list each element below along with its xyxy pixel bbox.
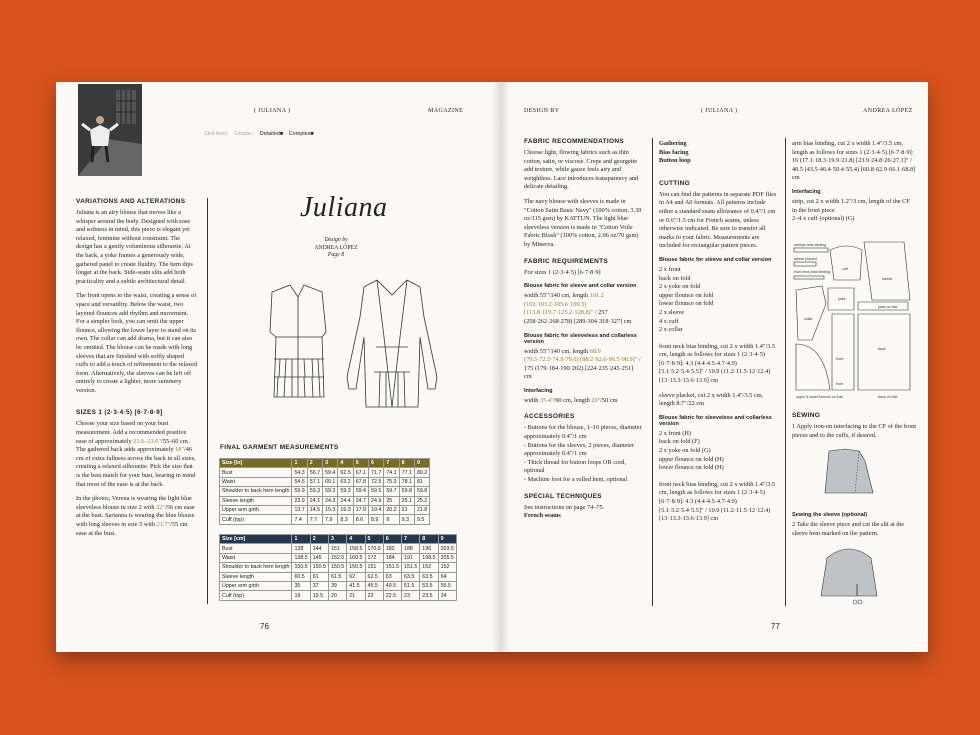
- table-header-cell: 4: [347, 535, 365, 544]
- table-cell: 67.1: [353, 468, 368, 477]
- req-sizes: For sizes 1 (2·3·4·5) [6·7·8·9]: [524, 268, 601, 276]
- table-cell: 19: [292, 591, 310, 600]
- table-cell: 152: [420, 563, 438, 572]
- interfacing-p: strip, cut 2 x width 1.2"/3 cm, length of the CF in the front piece: [792, 197, 910, 214]
- table-header-cell: 3: [323, 459, 338, 468]
- table-cell: 138.5: [292, 553, 310, 562]
- garment-illustration: [252, 277, 492, 417]
- variations-p2: The front opens to the waist, creating a sense of space and versatility. Below the waist, two layered flounces add rhythm and movement. For a simpler look, you can omit the upper flounce, allowing the lower layer to stand on its own. The collar can add drama, but it can also be omitted. The blouse can be made with long sleeves that are finished with softly shaped cuffs to add a touch of refinement to the relaxed form. Alternatively, the sleeves can be left off entirely to create a lighter, more summery version.: [76, 292, 198, 394]
- table-cell: 63.5: [402, 572, 420, 581]
- lbl-placket: sleeve placket: [794, 257, 817, 261]
- table-cell: 145: [310, 553, 328, 562]
- arm-binding: arm bias binding, cut 2 x width 1.4"/3.5 cm, length as follows for sizes 1 (2·3·4·5) [6·7·8·9]: 16 (17.1·18.3·19.9·21.8) [23.9·24.8·26·27.1]" / 40.5 (43.5·46.4·50.4·55.4) [60.8·62.9·66.1·68.8] cm: [792, 140, 916, 182]
- lbl-back: back: [878, 347, 886, 351]
- table-header-cell: 8: [420, 535, 438, 544]
- table-cell: 23.5: [420, 591, 438, 600]
- sewing-title: SEWING: [792, 412, 821, 419]
- f1-title: Blouse fabric for sleeve and collar version: [659, 256, 772, 263]
- table-row: [220, 544, 457, 553]
- accessory-item: - Buttons for the blouse, 1–10 pieces, diameter approximately 0.4"/1 cm: [524, 424, 642, 441]
- table-cell: 7.7: [307, 515, 322, 524]
- cut-item: 2 x collar: [659, 326, 683, 334]
- table-header-cell: 1: [292, 459, 307, 468]
- table-row: [220, 563, 457, 572]
- table-cell: 61.5: [328, 572, 346, 581]
- req-s3: width 35.4"/90 cm, length 20"/50 cm: [524, 396, 618, 404]
- cutting-column: [659, 140, 777, 530]
- accessory-item: - Buttons for the sleeves, 2 pieces, diameter approximately 0.4"/1 cm: [524, 441, 634, 458]
- table-cell: 188: [402, 544, 420, 553]
- table-cell: Sleeve length: [220, 572, 292, 581]
- table-cell: 25: [384, 496, 399, 505]
- measurements-title: FINAL GARMENT MEASUREMENTS: [220, 444, 339, 451]
- fabric-column: [524, 138, 642, 521]
- table-cell: 71.7: [369, 468, 384, 477]
- table-cell: 45.5: [365, 581, 383, 590]
- table-cell: 9: [384, 515, 399, 524]
- req-title: FABRIC REQUIREMENTS: [524, 257, 609, 265]
- table-cell: Upper arm girth: [220, 581, 292, 590]
- table-cell: Bust: [220, 468, 292, 477]
- table-cell: 75.3: [384, 477, 399, 486]
- pattern-title: Juliana: [300, 192, 388, 223]
- sleeve-title: Sewing the sleeve (optional): [792, 512, 868, 518]
- accessories-list: [524, 424, 642, 484]
- lbl-collar: collar: [804, 317, 813, 321]
- table-cell: Upper arm girth: [220, 505, 292, 514]
- table-cell: 151.5: [383, 563, 401, 572]
- page-number-right: 77: [771, 622, 780, 631]
- lbl-armeye: armeye bias binding: [794, 243, 827, 247]
- lbl-front: front: [836, 357, 844, 361]
- interfacing-title: Interfacing: [792, 188, 821, 195]
- tech-bias: Bias facing: [659, 148, 689, 156]
- table-cell: 59.3: [307, 487, 322, 496]
- step2-illustration: [819, 540, 889, 612]
- lbl-front-2: front: [836, 382, 844, 386]
- table-header-cell: 7: [384, 459, 399, 468]
- table-cell: 67.8: [353, 477, 368, 486]
- sleeve-placket: sleeve placket, cut 2 x width 1.4"/3.5 cm, length 8.7"/22 cm: [659, 391, 764, 408]
- table-header-cell: 4: [338, 459, 353, 468]
- table-row: [220, 468, 430, 477]
- table-cell: 54.5: [292, 477, 307, 486]
- table-header-cell: 2: [310, 535, 328, 544]
- neck-binding: front neck bias binding, cut 2 x width 1.4"/3.5 cm, length as follows for sizes 1 (2·3·4·5) [6·7·8·9]: 4.3 (4.4·4.5·4.7·4.9) [5.1·5.2·5.4·5.5]" / 10.9 (11.2·11.5·12·12.4) [13·13.3·13.6·13.9] cm: [659, 342, 776, 385]
- cut-item: 4 x cuff: [659, 317, 679, 325]
- step1-illustration: [819, 447, 889, 499]
- cut-item: upper flounce on fold (H): [659, 455, 724, 463]
- table-cell: 59.4: [353, 487, 368, 496]
- table-cell: 59.5: [369, 487, 384, 496]
- table-cell: 23: [402, 591, 420, 600]
- table-cell: 60.1: [323, 477, 338, 486]
- table-cell: 62.5: [365, 572, 383, 581]
- req-s1-title: Blouse fabric for sleeve and collar version: [524, 283, 637, 290]
- tech-gathering: Gathering: [659, 140, 687, 147]
- table-cell: 150.5: [310, 563, 328, 572]
- table-header-cell: 5: [365, 535, 383, 544]
- accessory-item: - Machine foot for a rolled hem, optional: [524, 476, 628, 484]
- sewing-step1: 1 Apply iron-on interfacing to the CF of the front pieces and to the cuffs, if desired.: [792, 423, 916, 439]
- lbl-flounce: upper & lower flounce on fold: [796, 395, 843, 399]
- table-row: [220, 505, 430, 514]
- table-cell: Cuff (top): [220, 591, 292, 600]
- lbl-back-fold: back on fold: [878, 395, 898, 399]
- fabric-title: FABRIC RECOMMENDATIONS: [524, 138, 625, 145]
- table-cell: 182: [383, 544, 401, 553]
- table-cell: 151: [365, 563, 383, 572]
- table-cell: 184: [383, 553, 401, 562]
- tech-loop: Button loop: [659, 157, 691, 165]
- cut-item: 2 x front (H): [659, 429, 692, 437]
- table-cell: 61: [310, 572, 328, 581]
- table-cell: 24.1: [307, 496, 322, 505]
- table-cell: 24.7: [353, 496, 368, 505]
- table-cell: 25.2: [414, 496, 429, 505]
- cut-item: back on fold (F): [659, 438, 700, 446]
- table-cell: 20: [328, 591, 346, 600]
- table-cell: 21.8: [414, 505, 429, 514]
- table-cell: 196: [420, 544, 438, 553]
- table-header-cell: 6: [369, 459, 384, 468]
- cut-item: 2 x front: [659, 265, 681, 273]
- table-cell: 41.5: [347, 581, 365, 590]
- table-cell: 150.5: [328, 563, 346, 572]
- f2-list: [659, 430, 777, 473]
- table-cell: Waist: [220, 553, 292, 562]
- table-cell: 59.9: [292, 487, 307, 496]
- table-cell: 144: [310, 544, 328, 553]
- table-cell: 56.7: [307, 468, 322, 477]
- table-header-cell: 9: [438, 535, 456, 544]
- table-row: [220, 581, 457, 590]
- table-cell: 49.5: [383, 581, 401, 590]
- sewing-column: [792, 140, 916, 230]
- special-p: See instructions on page 74–75.: [524, 503, 605, 511]
- table-cell: 62.5: [338, 468, 353, 477]
- table-cell: 172: [365, 553, 383, 562]
- req-s2: width 55"/140 cm, length 68.9 (70.5·72.5·74.9·79.6) [88.2·92.6·96.5·98.9]" / 175 (179·184·190·202) [224·235·245·251] cm: [524, 347, 641, 381]
- table-cell: 72.5: [369, 477, 384, 486]
- table-cell: Shoulder to back hem length: [220, 487, 292, 496]
- right-header-design: DESIGN BY: [524, 108, 560, 114]
- table-cell: 24.4: [338, 496, 353, 505]
- table-cell: 7.9: [323, 515, 338, 524]
- left-header-title: ( JULIANA ): [254, 108, 291, 114]
- skill-level: Skill level: Simple□ Detailed■ Complex■: [204, 131, 314, 137]
- cut-item: back on fold: [659, 274, 691, 282]
- table-header-cell: 7: [402, 535, 420, 544]
- table-row: [220, 591, 457, 600]
- table-cell: 25.1: [399, 496, 414, 505]
- table-cell: Shoulder to back hem length: [220, 563, 292, 572]
- f1-list: [659, 266, 777, 335]
- right-header-title: ( JULIANA ): [701, 108, 738, 114]
- req-s3-title: Interfacing: [524, 387, 553, 394]
- sizes-title: SIZES 1 (2·3·4·5) [6·7·8·9]: [76, 409, 163, 417]
- table-cell: 21: [399, 505, 414, 514]
- table-cell: 39: [328, 581, 346, 590]
- table-cell: 15.3: [323, 505, 338, 514]
- table-cell: 54.3: [292, 468, 307, 477]
- table-cell: Cuff (top): [220, 515, 292, 524]
- skill-label: Skill level:: [204, 131, 229, 137]
- skill-detailed: Detailed: [259, 131, 280, 137]
- sizes-p1: Choose your size based on your bust measurement. Add a recommended positive ease of approximately 21.6–23.6"/55–60 cm. The gathered back adds approximately 18"/46 cm of extra fullness across the back in all sizes, creating a relaxed silhouette. Pick the size that is the best match for your bust, bearing in mind that most of the ease is at the back.: [76, 420, 196, 488]
- model-photo: [78, 84, 142, 176]
- table-row: [220, 487, 430, 496]
- lbl-yoke-fold: yoke on fold: [878, 305, 898, 309]
- table-cell: 19.5: [310, 591, 328, 600]
- table-cell: 23.9: [292, 496, 307, 505]
- cut-item: upper flounce on fold: [659, 291, 714, 299]
- table-header-cell: 3: [328, 535, 346, 544]
- lbl-yoke: yoke: [838, 297, 846, 301]
- table-cell: 35: [292, 581, 310, 590]
- table-cell: 21: [347, 591, 365, 600]
- table-row: [220, 572, 457, 581]
- table-cell: 170.5: [365, 544, 383, 553]
- table-cell: 151: [328, 544, 346, 553]
- table-cell: 8.3: [338, 515, 353, 524]
- table-cell: 59.4: [323, 468, 338, 477]
- column-rule: [785, 138, 786, 606]
- magazine-spread: [56, 82, 928, 652]
- table-cell: 63: [383, 572, 401, 581]
- table-cell: 59.3: [338, 487, 353, 496]
- table-cell: 138: [292, 544, 310, 553]
- table-cell: 22.5: [383, 591, 401, 600]
- table-cell: 80.2: [414, 468, 429, 477]
- table-cell: 53.5: [420, 581, 438, 590]
- table-cell: 205.5: [438, 553, 456, 562]
- lbl-sleeve: sleeve: [882, 277, 893, 281]
- table-header-cell: 6: [383, 535, 401, 544]
- table-row: [220, 496, 430, 505]
- table-cell: 152: [438, 563, 456, 572]
- table-cell: 152.5: [328, 553, 346, 562]
- cut-item: 2 x yoke on fold (G): [659, 447, 711, 455]
- table-cell: 59.8: [414, 487, 429, 496]
- table-header-cell: 1: [292, 535, 310, 544]
- req-s1: width 55"/140 cm, length 101.2 (102·103.2·105.6·109.5) [113.8·119.7·125.2·128.8]" / 257 (258·262·268·278) [289·304·318·327] cm: [524, 292, 632, 325]
- table-cell: 16.3: [338, 505, 353, 514]
- table-header-cell: 8: [399, 459, 414, 468]
- sewing-section: [792, 412, 916, 446]
- fabric-p2: The navy blouse with sleeves is made in "Cotton Satin Basic Navy" (100% cotton, 3.39 oz/115 gsm) by KATTUN. The light blue sleeveless version is made in "Cotton Voile Fabric Blush" (100% cotton, 2.06 oz/70 gsm) by Minerva.: [524, 197, 642, 248]
- right-page: [501, 82, 928, 652]
- table-cell: 9.5: [414, 515, 429, 524]
- pattern-layout-diagram: [792, 240, 918, 410]
- table-cell: 24.9: [369, 496, 384, 505]
- skill-complex: Complex: [288, 131, 311, 137]
- table-cell: 17.9: [353, 505, 368, 514]
- table-cell: 160.5: [347, 553, 365, 562]
- cut-item: 2 x sleeve: [659, 308, 685, 316]
- measurements-table-cm: [219, 534, 457, 601]
- measurements-table-in: [219, 458, 430, 525]
- table-cell: 57.1: [307, 477, 322, 486]
- table-cell: 7.4: [292, 515, 307, 524]
- table-cell: Sleeve length: [220, 496, 292, 505]
- table-cell: 20.2: [384, 505, 399, 514]
- table-cell: 14.5: [307, 505, 322, 514]
- table-row: [220, 553, 457, 562]
- left-page: [56, 82, 501, 652]
- table-cell: 64: [438, 572, 456, 581]
- table-cell: 55.5: [438, 581, 456, 590]
- table-cell: 37: [310, 581, 328, 590]
- table-header-cell: 9: [414, 459, 429, 468]
- skill-simple: Simple: [233, 131, 251, 137]
- column-rule: [207, 198, 208, 604]
- table-cell: 158.5: [347, 544, 365, 553]
- table-cell: 59.8: [399, 487, 414, 496]
- table-cell: 24.3: [323, 496, 338, 505]
- cutting-p: You can find the patterns in separate PDF files in A4 and A0 formats. All patterns include either a standard seam allowance of 0.4"/1 cm or 0.6"/1.5 cm for French seams, unless otherwise indicated. Be sure to transfer all marks to your fabric. Measurements are included for rectangular pattern pieces.: [659, 190, 777, 250]
- table-cell: 51.5: [402, 581, 420, 590]
- page-number-left: 76: [260, 622, 269, 631]
- table-cell: Waist: [220, 477, 292, 486]
- lbl-front-neck: front neck bias binding: [794, 270, 830, 274]
- neck-binding-2: front neck bias binding, cut 2 x width 1.4"/3.5 cm, length as follows for sizes 1 (2·3·4·5) [6·7·8·9]: 4.3 (4.4·4.5·4.7·4.9) [5.1·5.2·5.4·5.5]" / 10.9 (11.2·11.5·12·12.4) [13·13.3·13.6·13.9] cm: [659, 480, 776, 523]
- table-cell: 8.6: [353, 515, 368, 524]
- column-rule: [652, 138, 653, 606]
- table-cell: 62: [347, 572, 365, 581]
- table-cell: 13.7: [292, 505, 307, 514]
- table-cell: 24: [438, 591, 456, 600]
- table-cell: 63.2: [338, 477, 353, 486]
- table-cell: 9.3: [399, 515, 414, 524]
- table-row: [220, 515, 430, 524]
- table-cell: 59.3: [323, 487, 338, 496]
- table-cell: 8.9: [369, 515, 384, 524]
- accessories-title: ACCESSORIES: [524, 413, 575, 421]
- table-cell: Bust: [220, 544, 292, 553]
- req-s2-title: Blouse fabric for sleeveless and collarless version: [524, 332, 637, 345]
- table-cell: 191: [402, 553, 420, 562]
- table-cell: 150.5: [292, 563, 310, 572]
- table-header-cell: Size [cm]: [220, 535, 292, 544]
- f2-title: Blouse fabric for sleeveless and collarless version: [659, 414, 772, 427]
- sizes-p2: In the photos, Verena is wearing the light blue sleeveless blouse in size 2 with 22"/56 cm ease at the bust. Sarianna is wearing the blue blouse with long sleeves in size 5 with 21.7"/55 cm ease at the bust.: [76, 495, 195, 537]
- variations-section: [76, 198, 198, 544]
- table-cell: 150.5: [347, 563, 365, 572]
- right-header-author: ANDREA LÓPEZ: [863, 108, 913, 114]
- table-cell: 74.1: [384, 468, 399, 477]
- variations-p1: Juliana is an airy blouse that moves like a whisper around the body. Designed with ease and softness in mind, this piece is elegant yet relaxed, feminine without constraint. The design has a gently voluminous silhouette. At the back, a yoke frames a generously wide, gathered panel to create fluidity. The hem dips longer at the back. Side-seam slits add both practicality and a subtle architectural detail.: [76, 209, 193, 285]
- table-cell: 63.5: [420, 572, 438, 581]
- cutting-title: CUTTING: [659, 179, 690, 187]
- accessory-item: - Thick thread for button loops OR cord, optional: [524, 458, 627, 475]
- sewing-step2: 2 Take the sleeve piece and cut the slit at the sleeve hem marked on the pattern.: [792, 521, 905, 537]
- table-cell: 77.1: [399, 468, 414, 477]
- table-header-cell: 2: [307, 459, 322, 468]
- table-cell: 78.1: [399, 477, 414, 486]
- table-cell: 203.5: [438, 544, 456, 553]
- table-cell: 151.5: [402, 563, 420, 572]
- lbl-cuff: cuff: [842, 267, 848, 271]
- table-cell: 81: [414, 477, 429, 486]
- table-cell: 19.4: [369, 505, 384, 514]
- left-header-magazine: MAGAZINE: [428, 108, 464, 114]
- table-header-cell: Size [in]: [220, 459, 292, 468]
- table-cell: 22: [365, 591, 383, 600]
- special-title: SPECIAL TECHNIQUES: [524, 492, 602, 500]
- table-cell: 59.7: [384, 487, 399, 496]
- special-french: French seams: [524, 512, 561, 520]
- cut-item: lower flounce on fold (H): [659, 464, 724, 472]
- table-row: [220, 477, 430, 486]
- fabric-p1: Choose light, flowing fabrics such as thin cotton, satin, or viscose. Crepe and georgette add texture, while gauze feels airy and weightless. Lace introduces transparency and delicate detailing.: [524, 149, 639, 191]
- cut-item: lower flounce on fold: [659, 300, 714, 308]
- table-cell: 60.5: [292, 572, 310, 581]
- cut-item: 2 x yoke on fold: [659, 283, 701, 291]
- table-cell: 198.5: [420, 553, 438, 562]
- table-header-cell: 5: [353, 459, 368, 468]
- interfacing-p2: 2–4 x cuff (optional) (G): [792, 215, 855, 223]
- design-credit: Design by ANDREA LÓPEZ Page 8: [314, 237, 358, 258]
- variations-title: VARIATIONS AND ALTERATIONS: [76, 198, 186, 205]
